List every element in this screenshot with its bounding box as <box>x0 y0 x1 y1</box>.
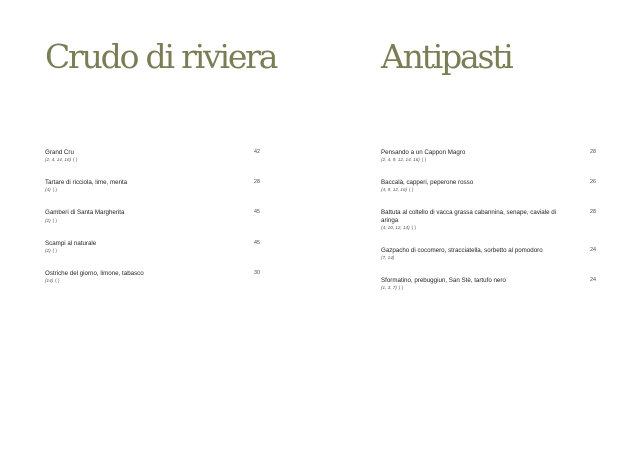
dish-name: Scampi al naturale <box>45 239 97 247</box>
section-title: Crudo di riviera <box>45 37 277 76</box>
allergen-codes <box>45 218 260 224</box>
allergen-list: (2) <box>45 217 51 223</box>
allergen-extra: ( ) <box>421 157 427 163</box>
allergen-extra: ( ) <box>52 217 57 223</box>
dish-price: 24 <box>590 246 596 253</box>
dish-name: Baccalà, capperi, peperone rosso <box>381 179 474 187</box>
dish-name: Battuta al coltello di vacca grassa cabannina, senape, caviale di aringa <box>381 209 557 224</box>
menu-item <box>381 209 596 230</box>
dish-name: Gamberi di Santa Margherita <box>45 209 125 217</box>
dish-price: 28 <box>590 209 596 216</box>
allergen-codes <box>45 157 260 163</box>
allergen-list: (1, 3, 7) <box>381 285 397 291</box>
allergen-codes <box>381 255 596 261</box>
menu-item <box>381 277 596 291</box>
allergen-codes <box>45 248 260 254</box>
allergen-extra: ( ) <box>55 278 60 284</box>
menu-item <box>45 209 260 223</box>
dish-price: 45 <box>254 209 260 216</box>
dish-price: 26 <box>590 179 596 186</box>
allergen-list: (14) <box>45 278 54 284</box>
allergen-extra: ( ) <box>52 187 57 193</box>
menu-item <box>381 179 596 193</box>
menu-item <box>45 240 260 254</box>
dish-price: 45 <box>254 239 260 246</box>
dish-price: 42 <box>254 149 260 155</box>
menu-list <box>381 149 596 307</box>
dish-price: 24 <box>590 277 596 284</box>
dish-name: Tartare di ricciola, lime, menta <box>45 179 128 187</box>
allergen-extra: ( ) <box>411 224 416 230</box>
allergen-list: (4, 9, 12, 16) <box>381 187 408 193</box>
allergen-list: (2, 4, 9, 12, 14, 16) <box>381 157 420 163</box>
dish-price: 30 <box>254 269 260 276</box>
allergen-extra: ( ) <box>52 247 57 253</box>
allergen-codes <box>381 285 596 291</box>
allergen-codes <box>381 225 596 231</box>
menu-item <box>45 270 260 284</box>
allergen-extra: ( ) <box>73 157 78 163</box>
allergen-codes <box>45 187 260 193</box>
allergen-codes <box>381 157 596 163</box>
allergen-list: (2) <box>45 247 51 253</box>
allergen-list: (4) <box>45 187 51 193</box>
menu-item <box>45 179 260 193</box>
allergen-codes <box>45 278 260 284</box>
allergen-list: (2, 4, 14, 16) <box>45 157 72 163</box>
dish-name: Ostriche del giorno, limone, tabasco <box>45 269 144 277</box>
dish-name: Gazpacho di cocomero, stracciatella, sorbetto al pomodoro <box>381 246 543 254</box>
menu-list <box>45 149 260 300</box>
menu-item <box>381 247 596 261</box>
allergen-list: (4, 10, 12, 14) <box>381 224 410 230</box>
menu-item <box>381 149 596 163</box>
menu-item <box>45 149 260 163</box>
dish-name: Pensando a un Cappon Magro <box>381 149 466 156</box>
dish-price: 28 <box>254 179 260 186</box>
dish-name: Sformatino, prebuggiun, San Stè, tartufo nero <box>381 277 506 285</box>
dish-price: 28 <box>590 149 596 155</box>
allergen-extra: ( ) <box>398 285 404 291</box>
allergen-codes <box>381 187 596 193</box>
section-title: Antipasti <box>381 37 512 76</box>
allergen-extra: ( ) <box>409 187 414 193</box>
allergen-list: (7, 14) <box>381 255 395 261</box>
dish-name: Grand Cru <box>45 149 74 156</box>
